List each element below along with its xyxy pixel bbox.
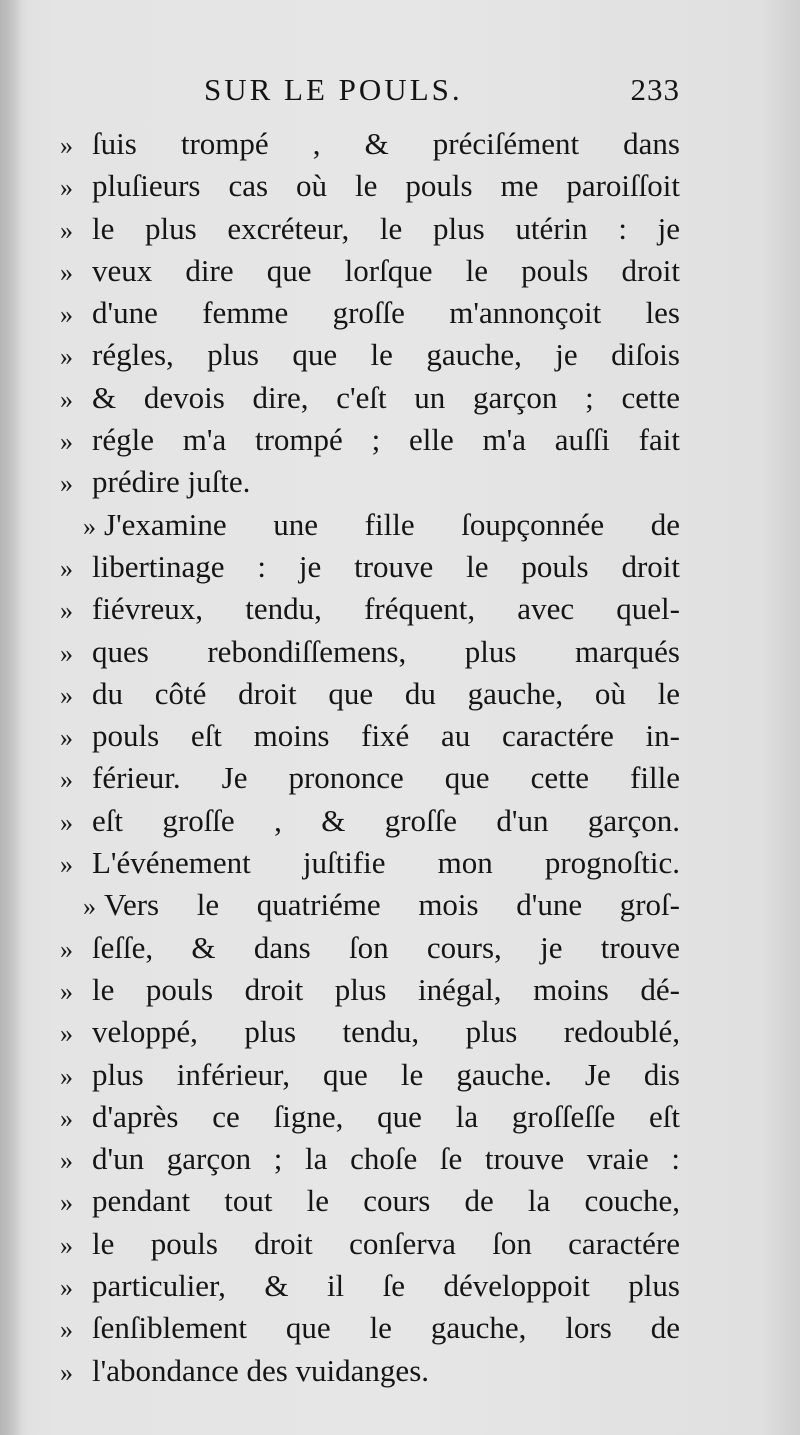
- line-text: particulier, & il ſe développoit plus: [92, 1268, 680, 1304]
- text-line: [60, 887, 680, 929]
- quotation-mark: »: [60, 1357, 73, 1387]
- quotation-mark: »: [60, 680, 73, 710]
- quotation-mark: »: [60, 765, 73, 795]
- quotation-mark: »: [60, 257, 73, 287]
- text-line: [60, 1141, 680, 1183]
- line-text: ſuis trompé , & préciſément dans: [92, 126, 680, 161]
- line-text: J'examine une fille ſoupçonnée de: [104, 506, 680, 542]
- quotation-mark: »: [60, 934, 73, 964]
- text-line: [60, 168, 680, 210]
- text-line: [60, 845, 680, 887]
- quotation-mark: »: [60, 723, 73, 753]
- text-line: [60, 1268, 680, 1310]
- text-line: [60, 337, 680, 379]
- text-line: [60, 760, 680, 802]
- line-text: veloppé, plus tendu, plus redoublé,: [92, 1014, 680, 1050]
- line-text: fiévreux, tendu, fréquent, avec quel-: [92, 591, 680, 627]
- quotation-mark: »: [60, 1273, 73, 1303]
- quotation-mark: »: [60, 300, 73, 330]
- quotation-mark: »: [60, 1188, 73, 1218]
- quotation-mark: »: [60, 1061, 73, 1091]
- line-text: régle m'a trompé ; elle m'a auſſi fait: [92, 422, 680, 458]
- text-line: [60, 930, 680, 972]
- quotation-mark: »: [83, 892, 96, 922]
- quotation-mark: »: [60, 131, 73, 160]
- line-text: pouls eſt moins fixé au caractére in-: [92, 718, 680, 754]
- line-text: eſt groſſe , & groſſe d'un garçon.: [92, 802, 680, 838]
- text-line: [60, 1057, 680, 1099]
- line-text: & devois dire, c'eſt un garçon ; cette: [92, 379, 680, 415]
- quotation-mark: »: [60, 553, 73, 583]
- quotation-mark: »: [60, 1315, 73, 1345]
- line-text: pluſieurs cas où le pouls me paroiſſoit: [92, 168, 680, 204]
- quotation-mark: »: [60, 215, 73, 245]
- text-line: [60, 1183, 680, 1225]
- text-line: [60, 972, 680, 1014]
- text-line: [60, 464, 680, 506]
- line-text: le pouls droit plus inégal, moins dé-: [92, 971, 680, 1007]
- quotation-mark: »: [60, 1146, 73, 1176]
- line-text: férieur. Je prononce que cette fille: [92, 760, 680, 796]
- line-text: d'après ce ſigne, que la groſſeſſe eſt: [92, 1098, 680, 1134]
- quotation-mark: »: [60, 427, 73, 457]
- line-text: prédire juſte.: [92, 464, 251, 500]
- text-line: [60, 126, 680, 168]
- text-line: [60, 507, 680, 549]
- text-line: [60, 1353, 680, 1395]
- text-line: [60, 718, 680, 760]
- line-text: du côté droit que du gauche, où le: [92, 675, 680, 711]
- text-line: [60, 253, 680, 295]
- text-line: [60, 676, 680, 718]
- line-text: Vers le quatriéme mois d'une groſ-: [104, 887, 680, 923]
- quotation-mark: »: [60, 976, 73, 1006]
- line-text: le pouls droit conſerva ſon caractére: [92, 1225, 680, 1261]
- text-line: [60, 803, 680, 845]
- text-line: [60, 1226, 680, 1268]
- quotation-mark: »: [60, 807, 73, 837]
- quotation-mark: »: [60, 469, 73, 499]
- text-line: [60, 422, 680, 464]
- line-text: veux dire que lorſque le pouls droit: [92, 252, 680, 288]
- text-line: [60, 1014, 680, 1056]
- text-line: [60, 380, 680, 422]
- line-text: plus inférieur, que le gauche. Je dis: [92, 1056, 680, 1092]
- line-text: d'une femme groſſe m'annonçoit les: [92, 295, 680, 331]
- line-text: ſenſiblement que le gauche, lors de: [92, 1310, 680, 1346]
- text-line: [60, 1310, 680, 1352]
- line-text: ſeſſe, & dans ſon cours, je trouve: [92, 929, 680, 965]
- text-line: [60, 634, 680, 676]
- body-text: [60, 126, 680, 1395]
- quotation-mark: »: [60, 384, 73, 414]
- text-line: [60, 211, 680, 253]
- line-text: l'abondance des vuidanges.: [92, 1352, 430, 1388]
- line-text: le plus excréteur, le plus utérin : je: [92, 210, 680, 246]
- quotation-mark: »: [60, 596, 73, 626]
- running-head: SUR LE POULS.: [204, 72, 463, 107]
- quotation-mark: »: [60, 850, 73, 880]
- page-header: [60, 72, 680, 116]
- line-text: ques rebondiſſemens, plus marqués: [92, 633, 680, 669]
- line-text: régles, plus que le gauche, je diſois: [92, 337, 680, 373]
- quotation-mark: »: [60, 173, 73, 203]
- quotation-mark: »: [60, 342, 73, 372]
- quotation-mark: »: [60, 1230, 73, 1260]
- quotation-mark: »: [60, 1103, 73, 1133]
- text-line: [60, 1099, 680, 1141]
- text-line: [60, 549, 680, 591]
- line-text: L'événement juſtifie mon prognoſtic.: [92, 845, 680, 881]
- text-line: [60, 591, 680, 633]
- quotation-mark: »: [60, 1019, 73, 1049]
- line-text: pendant tout le cours de la couche,: [92, 1183, 680, 1219]
- line-text: libertinage : je trouve le pouls droit: [92, 548, 680, 584]
- gutter-shadow: [0, 0, 22, 1435]
- quotation-mark: »: [60, 638, 73, 668]
- line-text: d'un garçon ; la choſe ſe trouve vraie :: [92, 1141, 680, 1177]
- page-number: 233: [630, 72, 680, 107]
- text-line: [60, 295, 680, 337]
- quotation-mark: »: [83, 511, 96, 541]
